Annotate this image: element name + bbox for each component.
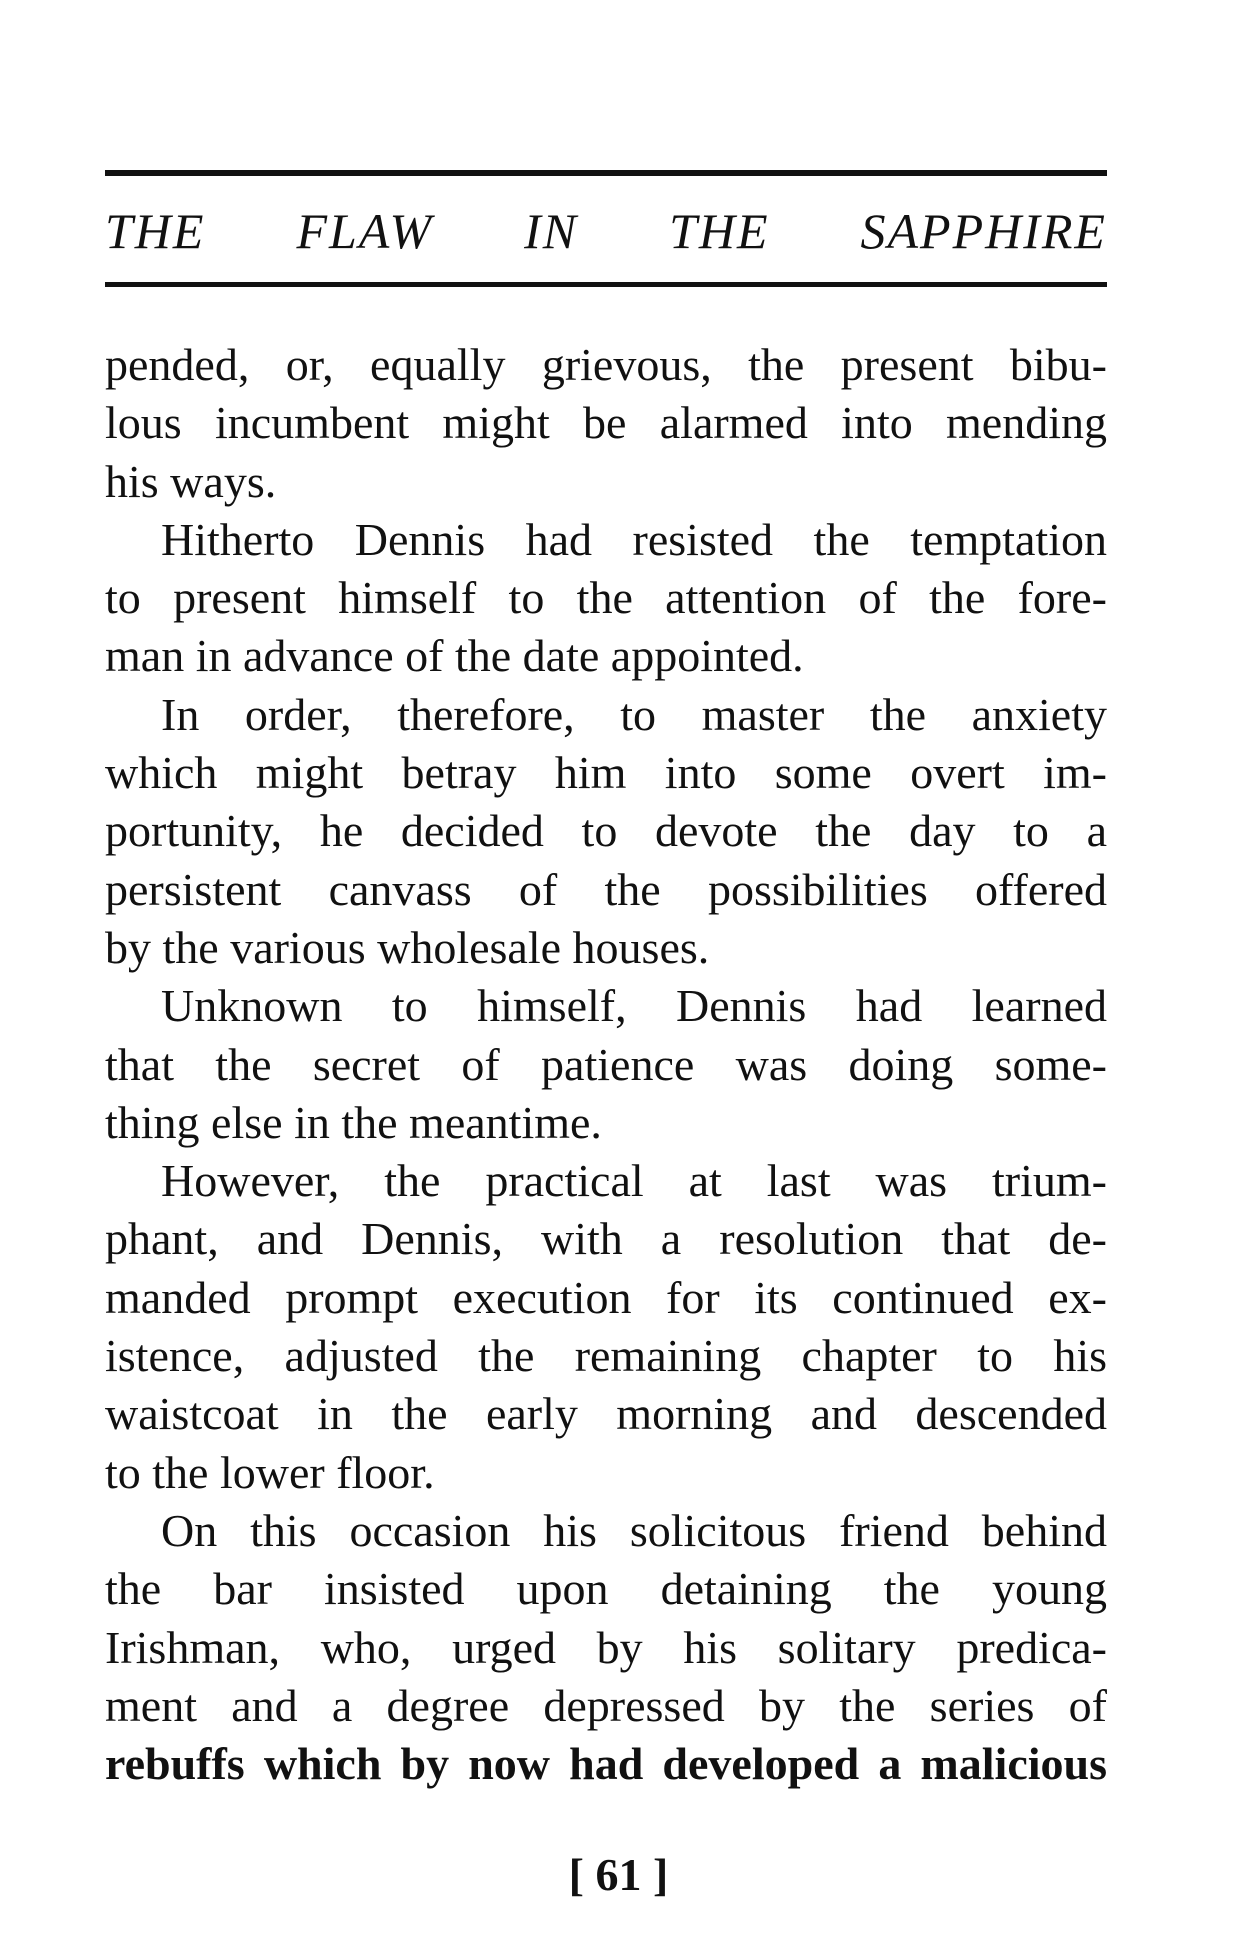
text-line: to the lower floor.: [105, 1446, 435, 1498]
text-line: portunity, he decided to devote the day to a: [105, 805, 1107, 857]
text-line: ment and a degree depressed by the series of: [105, 1679, 1107, 1731]
running-head-word: FLAW: [296, 203, 434, 259]
text-line: which might betray him into some overt im-: [105, 747, 1107, 799]
text-line: his ways.: [105, 455, 277, 507]
text-line: However, the practical at last was trium-: [161, 1155, 1107, 1207]
text-line: pended, or, equally grievous, the present bibu-: [105, 339, 1107, 390]
running-head: [105, 196, 1107, 266]
header-rule-bottom: [105, 282, 1107, 287]
text-line: to present himself to the attention of the fore-: [105, 572, 1107, 624]
text-line: manded prompt execution for its continued ex-: [105, 1271, 1107, 1323]
text-line: by the various wholesale houses.: [105, 921, 710, 973]
header-rule-top: [105, 170, 1107, 176]
text-line: thing else in the meantime.: [105, 1096, 602, 1148]
text-line: Hitherto Dennis had resisted the temptation: [161, 513, 1107, 565]
running-head-word: THE: [105, 203, 206, 259]
text-line: rebuffs which by now had developed a malicious: [105, 1738, 1107, 1790]
running-head-word: SAPPHIRE: [860, 203, 1107, 259]
running-head-word: IN: [524, 203, 579, 259]
text-line: phant, and Dennis, with a resolution that de-: [105, 1213, 1107, 1265]
text-line: waistcoat in the early morning and descended: [105, 1388, 1107, 1440]
text-line: the bar insisted upon detaining the young: [105, 1563, 1107, 1615]
text-line: persistent canvass of the possibilities offered: [105, 863, 1107, 915]
text-line: that the secret of patience was doing some-: [105, 1038, 1107, 1090]
page-number: [ 61 ]: [568, 1849, 669, 1900]
text-line: man in advance of the date appointed.: [105, 630, 804, 682]
text-line: lous incumbent might be alarmed into mending: [105, 397, 1107, 449]
text-line: In order, therefore, to master the anxiety: [161, 688, 1107, 740]
running-head-word: THE: [669, 203, 770, 259]
text-line: Unknown to himself, Dennis had learned: [161, 980, 1107, 1032]
text-line: Irishman, who, urged by his solitary predica-: [105, 1621, 1107, 1673]
text-line: istence, adjusted the remaining chapter to his: [105, 1330, 1107, 1382]
body-text: [105, 336, 1107, 1793]
text-line: On this occasion his solicitous friend behind: [161, 1504, 1107, 1556]
